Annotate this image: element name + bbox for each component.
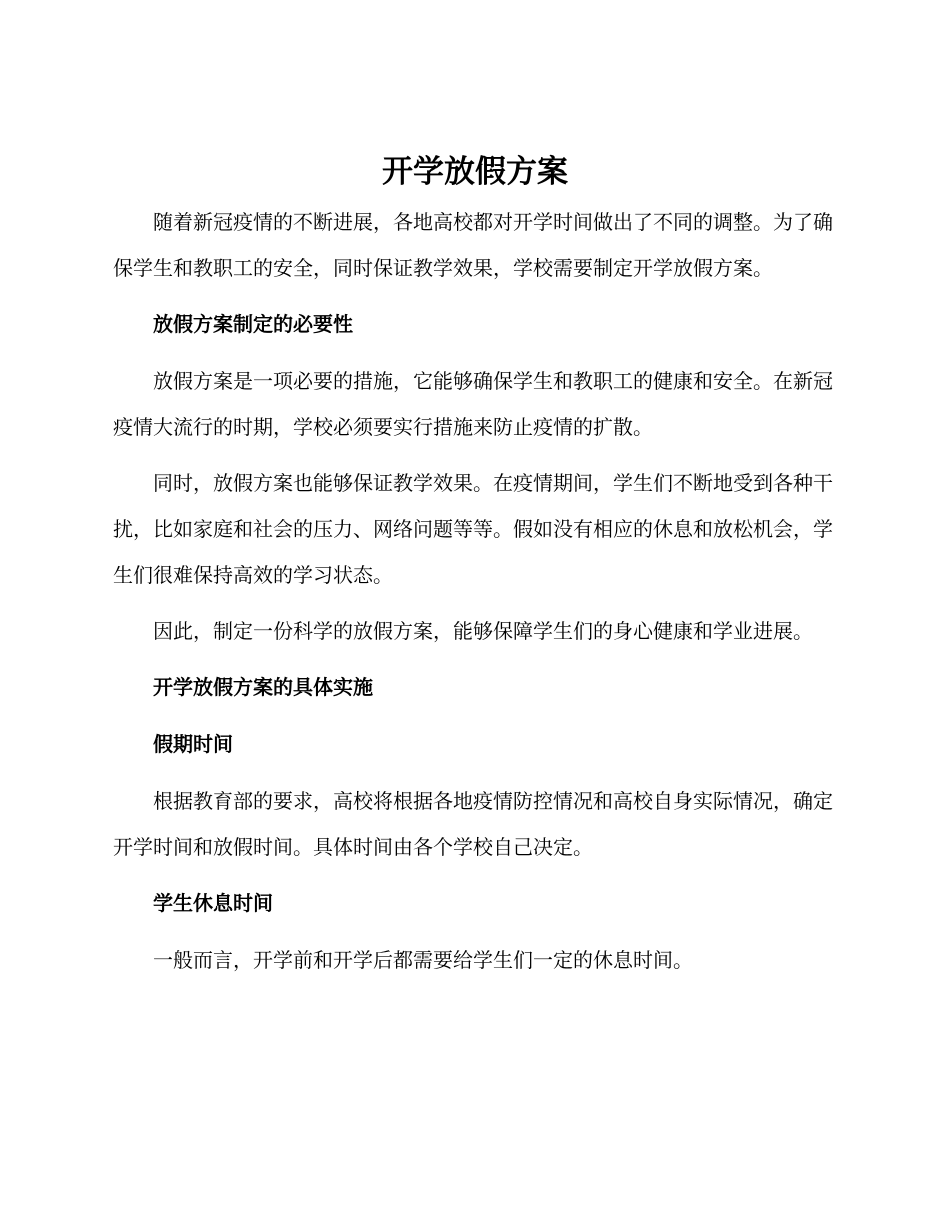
intro-paragraph: 随着新冠疫情的不断进展，各地高校都对开学时间做出了不同的调整。为了确保学生和教职工的安全，同时保证教学效果，学校需要制定开学放假方案。 — [113, 210, 833, 280]
document-title: 开学放假方案 — [382, 154, 568, 190]
paragraph-conclusion: 因此，制定一份科学的放假方案，能够保障学生们的身心健康和学业进展。 — [153, 619, 813, 643]
subheading-holiday-time: 假期时间 — [153, 732, 233, 756]
paragraph-holiday-time: 根据教育部的要求，高校将根据各地疫情防控情况和高校自身实际情况，确定开学时间和放假时间。具体时间由各个学校自己决定。 — [113, 789, 833, 859]
document-body — [113, 199, 833, 993]
subheading-student-rest: 学生休息时间 — [153, 891, 273, 915]
paragraph-teaching-effect: 同时，放假方案也能够保证教学效果。在疫情期间，学生们不断地受到各种干扰，比如家庭和社会的压力、网络问题等等。假如没有相应的休息和放松机会，学生们很难保持高效的学习状态。 — [113, 471, 833, 587]
paragraph-student-rest: 一般而言，开学前和开学后都需要给学生们一定的休息时间。 — [153, 948, 693, 972]
paragraph-necessity-safety: 放假方案是一项必要的措施，它能够确保学生和教职工的健康和安全。在新冠疫情大流行的时期，学校必须要实行措施来防止疫情的扩散。 — [113, 369, 833, 439]
section-heading-necessity: 放假方案制定的必要性 — [153, 312, 353, 336]
section-heading-implementation: 开学放假方案的具体实施 — [153, 675, 373, 699]
